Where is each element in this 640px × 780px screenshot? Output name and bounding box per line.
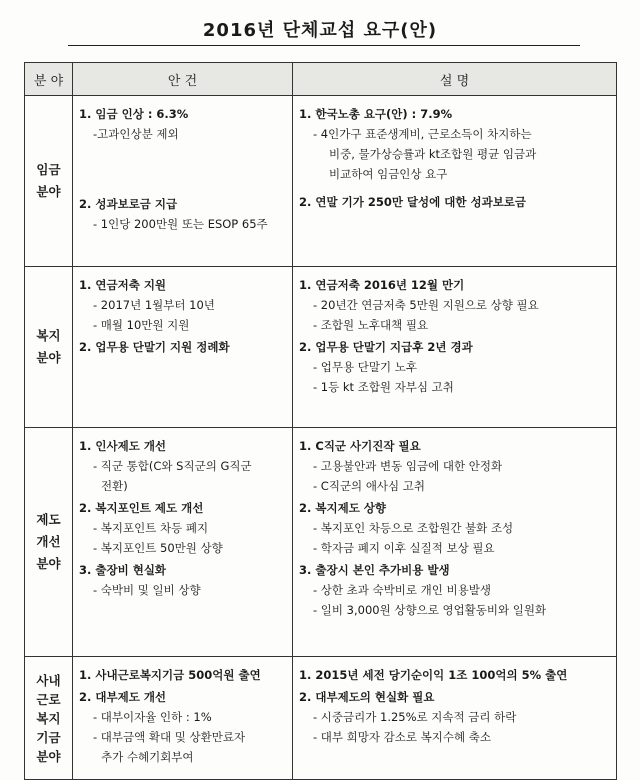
explanation-sub: - 복지포인 차등으로 조합원간 불화 조성 (313, 521, 514, 535)
category-text: 분야 (36, 350, 61, 365)
table-row-wage (25, 96, 617, 267)
category-text: 사내 (36, 672, 61, 688)
category-text: 복지 (36, 710, 61, 726)
table-header-row (25, 63, 617, 96)
explanation-sub: 비중, 물가상승률과 kt조합원 평균 임금과 (329, 147, 537, 161)
category-text: 분야 (36, 748, 61, 764)
explanation-sub: - 시중금리가 1.25%로 지속적 금리 하락 (313, 710, 517, 724)
explanation-heading: 2. 연말 기가 250만 달성에 대한 성과보로금 (299, 195, 527, 209)
explanation-cell (293, 657, 617, 780)
item-cell (73, 96, 293, 267)
explanation-sub: - 4인가구 표준생계비, 근로소득이 차지하는 (313, 127, 532, 141)
explanation-sub: - 학자금 폐지 이후 실질적 보상 필요 (313, 541, 495, 555)
table-row-system (25, 428, 617, 657)
category-text: 임금 (36, 162, 61, 177)
category-text: 개선 (36, 534, 61, 549)
explanation-heading: 1. 2015년 세전 당기순이익 1조 100억의 5% 출연 (299, 668, 568, 682)
item-heading: 1. 임금 인상 : 6.3% (79, 107, 189, 121)
item-sub: - 직군 통합(C와 S직군의 G직군 (93, 459, 252, 473)
item-sub: - 대부금액 확대 및 상환만료자 (93, 730, 246, 744)
item-sub: - 숙박비 및 일비 상향 (93, 583, 201, 597)
category-cell (25, 96, 73, 267)
item-sub: - 복지포인트 차등 폐지 (93, 521, 209, 535)
demands-table (24, 62, 617, 780)
title-underline (68, 45, 580, 46)
explanation-sub: - 조합원 노후대책 필요 (313, 318, 429, 332)
item-sub: - 대부이자율 인하 : 1% (93, 710, 212, 724)
category-text: 제도 (36, 512, 61, 527)
item-sub: 추가 수혜기회부여 (101, 750, 194, 764)
category-cell (25, 267, 73, 428)
explanation-cell (293, 267, 617, 428)
category-text: 기금 (36, 729, 61, 745)
category-text: 분야 (36, 184, 61, 199)
header-item: 안 건 (73, 63, 293, 96)
explanation-cell (293, 428, 617, 657)
explanation-sub: - 20년간 연금저축 5만원 지원으로 상향 필요 (313, 298, 539, 312)
explanation-sub: - 고용불안과 변동 임금에 대한 안정화 (313, 459, 503, 473)
item-sub: -고과인상분 제외 (93, 127, 179, 141)
explanation-sub: - 대부 희망자 감소로 복지수혜 축소 (313, 730, 491, 744)
explanation-heading: 2. 복지제도 상향 (299, 501, 387, 515)
explanation-sub: - 1등 kt 조합원 자부심 고취 (313, 380, 454, 394)
category-text: 근로 (36, 691, 61, 707)
item-heading: 1. 연금저축 지원 (79, 278, 167, 292)
explanation-sub: - 상한 초과 숙박비로 개인 비용발생 (313, 583, 491, 597)
item-heading: 2. 성과보로금 지급 (79, 197, 178, 211)
item-sub: - 1인당 200만원 또는 ESOP 65주 (93, 217, 268, 231)
item-heading: 2. 복지포인트 제도 개선 (79, 501, 204, 515)
item-heading: 1. 사내근로복지기금 500억원 출연 (79, 668, 261, 682)
explanation-heading: 2. 업무용 단말기 지급후 2년 경과 (299, 340, 473, 354)
category-cell (25, 657, 73, 780)
explanation-sub: - 일비 3,000원 상향으로 영업활동비와 일원화 (313, 603, 547, 617)
header-explanation: 설 명 (293, 63, 617, 96)
item-heading: 1. 인사제도 개선 (79, 439, 167, 453)
category-cell (25, 428, 73, 657)
explanation-heading: 3. 출장시 본인 추가비용 발생 (299, 563, 450, 577)
header-category: 분 야 (25, 63, 73, 96)
item-heading: 2. 업무용 단말기 지원 정례화 (79, 340, 230, 354)
item-sub: 전환) (101, 479, 128, 493)
table-row-fund (25, 657, 617, 780)
explanation-sub: 비교하여 임금인상 요구 (329, 167, 448, 181)
item-heading: 2. 대부제도 개선 (79, 690, 167, 704)
item-sub: - 2017년 1월부터 10년 (93, 298, 215, 312)
item-sub: - 복지포인트 50만원 상향 (93, 541, 223, 555)
item-cell (73, 428, 293, 657)
explanation-cell (293, 96, 617, 267)
item-sub: - 매월 10만원 지원 (93, 318, 190, 332)
explanation-sub: - 업무용 단말기 노후 (313, 360, 417, 374)
explanation-heading: 1. 연금저축 2016년 12월 만기 (299, 278, 465, 292)
item-cell (73, 267, 293, 428)
category-text: 복지 (36, 328, 61, 343)
explanation-heading: 1. C직군 사기진작 필요 (299, 439, 421, 453)
item-cell (73, 657, 293, 780)
explanation-heading: 1. 한국노총 요구(안) : 7.9% (299, 107, 453, 121)
explanation-heading: 2. 대부제도의 현실화 필요 (299, 690, 435, 704)
document-title: 2016년 단체교섭 요구(안) (202, 20, 438, 41)
table-row-welfare (25, 267, 617, 428)
explanation-sub: - C직군의 애사심 고취 (313, 479, 426, 493)
category-text: 분야 (36, 556, 61, 571)
item-heading: 3. 출장비 현실화 (79, 563, 167, 577)
